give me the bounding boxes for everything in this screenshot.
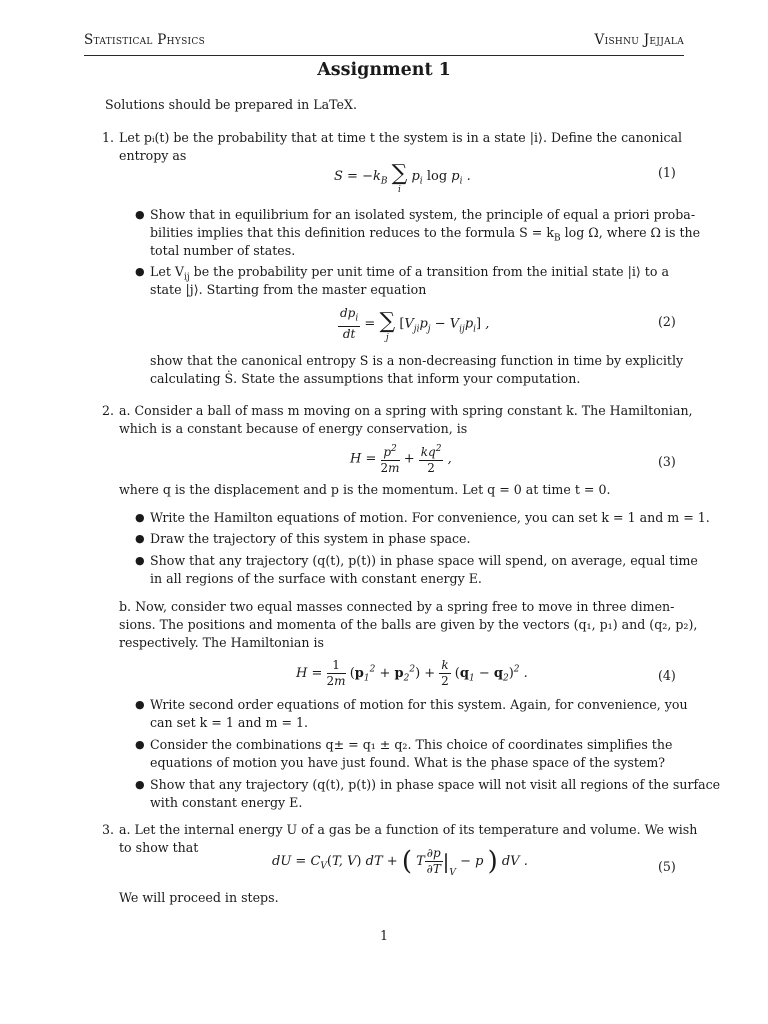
problem-2a-line1: a. Consider a ball of mass m moving on a spring with spring constant k. The Hamiltonian, [119,403,693,418]
problem-1-bullet-2-line1: Let $V_{ij}$ be the probability per unit time of a transition from the initial state |i⟩ to a [150,264,669,283]
problem-2b-bullet-1-line1: Write second order equations of motion for this system. Again, for convenience, you [150,697,688,712]
problem-3a-line1: a. Let the internal energy U of a gas be a function of its temperature and volume. We wish [119,822,698,837]
equation-3: H = $\frac{p^2}{2m}$ + $\frac{kq^2}{2}$ , [350,444,452,475]
equation-1: $S = -k_B$ ∑ i $p_i$ $\log p_i$ . [334,161,471,195]
page-number: 1 [379,928,388,943]
page-title: Assignment 1 [317,60,451,80]
problem-2b-line2: sions. The positions and momenta of the balls are given by the vectors (q₁, p₁) and (q₂, p₂), [119,617,698,632]
problem-1-after-line2: calculating Ṡ. State the assumptions that inform your computation. [150,371,581,386]
fraction-dp-dT: $\frac{\partial p}{\partial T}$ [426,846,441,876]
problem-1-bullet-1-line2: bilities implies that this definition reduces to the formula $S = k_B$ log Ω, where Ω is the [150,225,701,244]
bullet-marker: ● [135,265,145,278]
problem-1-number: 1. [102,130,115,145]
bullet-marker: ● [135,208,145,221]
bullet-marker: ● [135,778,145,791]
problem-2a-bullet-1: Write the Hamilton equations of motion. For convenience, you can set k = 1 and m = 1. [150,510,710,525]
header-rule [84,55,684,56]
problem-1-bullet-1-line1: Show that in equilibrium for an isolated system, the principle of equal a priori proba- [150,207,696,222]
bullet-marker: ● [135,698,145,711]
problem-2b-bullet-2-line1: Consider the combinations q± = q₁ ± q₂. This choice of coordinates simplifies the [150,737,673,752]
sum-symbol: ∑ i [391,161,408,195]
problem-2b-bullet-3-line2: with constant energy E. [150,795,303,810]
equation-4: H = $\frac{1}{2m}$ $(p_1^2 + p_2^2)$ + $\frac{k}{2}$ $(q_1 - q_2)^2$ . [296,658,528,688]
fraction-dpi-dt: $\frac{dp_i}{dt}$ [340,306,359,342]
running-header-author: Vishnu Jejjala [594,32,684,48]
equation-1-lhs: S = −k [334,169,381,184]
bullet-marker: ● [135,554,145,567]
equation-2: $\frac{dp_i}{dt}$ = ∑ j $[V_{ji}p_j - V_{ij}p_i]$ , [340,306,490,343]
bullet-marker: ● [135,738,145,751]
problem-1-text-line1: Let pᵢ(t) be the probability that at time t the system is in a state |i⟩. Define the canonical [119,130,683,145]
problem-1-bullet-2-line2: state |j⟩. Starting from the master equation [150,282,427,297]
equation-5: dU = $C_V(T$, V) dT + ( T $\frac{\partial p}{\partial T}$ $|_V - p$ ) dV . [272,846,528,878]
fraction-p2-2m: $\frac{p^2}{2m}$ [380,444,400,475]
problem-2b-bullet-1-line2: can set k = 1 and m = 1. [150,715,309,730]
problem-2a-line2: which is a constant because of energy conservation, is [119,421,468,436]
problem-2a-bullet-2: Draw the trajectory of this system in phase space. [150,531,471,546]
problem-2b-line3: respectively. The Hamiltonian is [119,635,324,650]
equation-2-number: (2) [658,314,676,329]
bullet-marker: ● [135,511,145,524]
problem-2a-after: where q is the displacement and p is the momentum. Let q = 0 at time t = 0. [119,482,611,497]
problem-1-text-line2: entropy as [119,148,187,163]
equation-5-number: (5) [658,859,676,874]
problem-3a-line2: to show that [119,840,199,855]
problem-2b-bullet-3-line1: Show that any trajectory (q(t), p(t)) in phase space will not visit all regions of the surface [150,777,721,792]
problem-3-after: We will proceed in steps. [119,890,279,905]
equation-3-number: (3) [658,454,676,469]
sum-symbol: ∑ j [379,308,396,343]
bullet-marker: ● [135,532,145,545]
problem-2b-bullet-2-line2: equations of motion you have just found. What is the phase space of the system? [150,755,666,770]
problem-2-number: 2. [102,403,115,418]
fraction-k-2: $\frac{k}{2}$ [441,658,449,688]
intro-text: Solutions should be prepared in LaTeX. [105,97,357,112]
fraction-kq2-2: $\frac{kq^2}{2}$ [420,444,442,475]
problem-1-bullet-1-line3: total number of states. [150,243,296,258]
problem-2b-line1: b. Now, consider two equal masses connected by a spring free to move in three dimen- [119,599,675,614]
problem-2a-bullet-3-line2: in all regions of the surface with constant energy E. [150,571,482,586]
problem-2a-bullet-3-line1: Show that any trajectory (q(t), p(t)) in phase space will spend, on average, equal time [150,553,698,568]
problem-1-after-line1: show that the canonical entropy S is a non-decreasing function in time by explicitly [150,353,684,368]
problem-3-number: 3. [102,822,115,837]
equation-4-number: (4) [658,668,676,683]
running-header-course: Statistical Physics [84,32,206,48]
fraction-1-2m: $\frac{1}{2m}$ [326,658,346,688]
equation-1-number: (1) [658,165,676,180]
